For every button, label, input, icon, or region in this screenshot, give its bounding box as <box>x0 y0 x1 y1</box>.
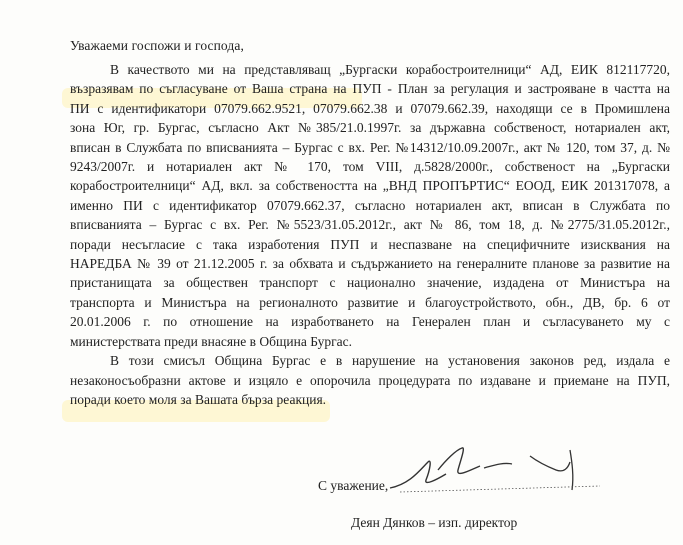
paragraph-objection <box>70 60 670 351</box>
text-line: 20.01.2006 г. по отношение на изработването на Генерален план и съгласуването му с <box>70 314 670 330</box>
closing: С уважение, <box>318 478 389 493</box>
text-line: възразявам по съгласуване от Ваша страна на ПУП - План за регулация и застрояване в частта на <box>70 81 670 97</box>
text-line: именно ПИ с идентификатор 07079.662.37, съгласно нотариален акт, вписан в Службата по <box>70 197 670 213</box>
paragraph-conclusion <box>70 351 670 409</box>
text-line: транспорта и Министъра на регионалното развитие и благоустройството, обн., ДВ, бр. 6 от <box>70 294 670 310</box>
signer-name: Деян Дянков – изп. директор <box>351 515 518 530</box>
text-line: поради което моля за Вашата бърза реакция. <box>70 391 327 407</box>
text-line: пристанищата за обществен транспорт с национално значение, издадена от Министъра на <box>70 275 670 291</box>
text-line: В този смисъл Община Бургас е в нарушение на установения законов ред, издала е <box>110 353 670 369</box>
letter-body <box>70 60 670 409</box>
text-line: поради несъгласие с така изработения ПУП и неспазване на специфичните изисквания на <box>70 236 670 252</box>
text-line: 9243/2007г. и нотариален акт № 170, том VIII, д.5828/2000г., собственост на „Бургаски <box>70 159 670 175</box>
text-line: вписан в Службата по вписванията – Бургас с вх. Рег. №14312/10.09.2007г., акт № 120, том 37, д. № <box>70 139 670 155</box>
text-line: незаконосъобразни актове и изцяло е опорочила процедурата по издаване и приемане на ПУП, <box>70 372 670 388</box>
text-line: вписванията – Бургас с вх. Рег. №5523/31.05.2012г., акт № 86, том 18, д. №2775/31.05.2012г., <box>70 217 670 233</box>
text-line: министерствата преди внасяне в Община Бургас. <box>70 333 353 349</box>
text-line: В качеството ми на представляващ „Бургаски корабостроителници“ АД, ЕИК 812117720, <box>110 62 670 77</box>
text-line: ПИ с идентификатори 07079.662.9521, 07079.662.38 и 07079.662.39, находящи се в Промишлена <box>70 100 670 116</box>
text-line: НАРЕДБА № 39 от 21.12.2005 г. за обхвата и съдържанието на генералните планове за развитие на <box>70 256 670 272</box>
signature-icon <box>380 440 610 500</box>
text-line: зона Юг, гр. Бургас, съгласно Акт №385/21.0.1997г. за държавна собственост, нотариален акт, <box>70 120 670 136</box>
text-line: корабостроителници“ АД, вкл. за собствеността на „ВНД ПРОПЪРТИС“ ЕООД, ЕИК 201317078, а <box>70 178 670 194</box>
salutation: Уважаеми госпожи и господа, <box>70 38 244 53</box>
